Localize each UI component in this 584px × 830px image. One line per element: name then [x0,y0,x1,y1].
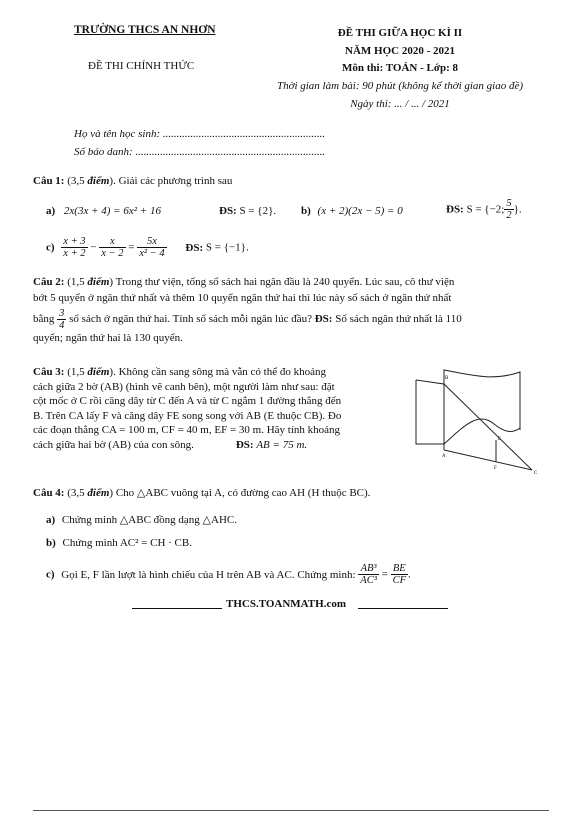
q1-points: điểm [87,175,110,187]
q1-a-answer: ĐS: S = {2}. [219,205,277,217]
q1-b-answer: ĐS: S = {−2; $\frac{5}{2}$ }. [446,198,522,221]
footer-site: THCS.TOANMATH.com [226,598,346,610]
page-bottom-rule [33,810,549,811]
q1-a-equation: 2x(3x + 4) = 6x² + 16 [63,205,161,217]
school-year: NĂM HỌC 2020 - 2021 [345,45,455,57]
segment-cb [444,384,532,470]
student-name-line: Họ và tên học sinh: ........................................................... [74,128,326,140]
footer-rule-right [358,608,448,609]
exam-date: Ngày thi: ... / ... / 2021 [350,98,450,110]
label-c: C [534,471,538,476]
q1-c: c) $\frac{x + 3}{x + 2}$ − $\frac{x}{x - 2}$ = $\frac{5x}{\text{x² − 4}}$ ĐS: S = {−1}. [46,236,249,259]
label-b: B [445,376,449,381]
student-id-line: Số báo danh: ..................................................................... [74,146,326,158]
subject: Môn thi: TOÁN - Lớp: 8 [341,62,458,74]
label-e: E [498,437,502,442]
q4-c: c) Gọi E, F lần lượt là hình chiếu của H trên AB và AC. Chứng minh: $\frac{\text{AB³}}{\text{AC³}}$ = $\frac{BE}{CF}$ . [46,563,411,586]
q1-a: a) 2x(3x + 4) = 6x² + 16 [46,205,161,217]
q3-block: Câu 3: (1,5 điểm). Không cần sang sông mà vẫn có thể đo khoảng cách giữa 2 bờ (AB) (hình vẽ canh bên), một người làm như sau: đặt cột mốc ở C rồi căng dây từ C đến A và từ C ngắm 1 đường thẳng đến B. Trên CA lấy F và căng dây FE song song với AB (E thuộc CB). Đo các đoạn thẳng CA = 100 m, CF = 40 m, EF = 30 m. Hãy tính khoảng cách giữa hai bờ (AB) của con sông. ĐS: AB = 75 m. [33,366,342,451]
label-f: F [494,466,497,471]
exam-header [250,24,550,113]
q2-block: Câu 2: (1,5 điểm) Trong thư viện, tổng số sách hai ngăn đầu là 240 quyển. Lúc sau, cô thư viện bớt 5 quyển ở ngăn thứ nhất và thêm 10 quyển ngăn thứ hai thì lúc này số sách ở ngăn thứ nhất bằng $\frac{3}{4}$ số sách ở ngăn thứ hai. Tính số sách mỗi ngăn lúc đầu? ĐS: Số sách ngăn thứ nhất là 110 quyển; ngăn thứ hai là 130 quyển. [33,276,462,344]
exam-title: ĐỀ THI GIỮA HỌC KÌ II [337,27,463,39]
segment-ca [444,450,532,470]
river-bottom-bank [416,380,520,444]
q1-b: b) (x + 2)(2x − 5) = 0 [301,205,403,217]
footer-rule-left [132,608,222,609]
river-figure [412,366,544,478]
q4-heading: Câu 4: (3,5 điểm) Cho △ABC vuông tại A, có đường cao AH (H thuộc BC). [33,487,371,499]
q1-label: Câu 1: [33,175,65,187]
q1-b-equation: (x + 2)(2x − 5) = 0 [317,205,403,217]
q1-heading: Câu 1: (3,5 điểm). Giải các phương trình sau [33,175,233,187]
school-name: TRƯỜNG THCS AN NHƠN [74,24,216,36]
river-top-bank [416,370,520,428]
official-label: ĐỀ THI CHÍNH THỨC [88,60,195,72]
label-a: A [442,454,446,459]
time-limit: Thời gian làm bài: 90 phút (không kể thời gian giao đề) [276,80,524,92]
q1-text: . Giải các phương trình sau [113,175,233,187]
q4-b: b) Chứng minh AC² = CH · CB. [46,537,192,549]
q4-a: a) Chứng minh △ABC đồng dạng △AHC. [46,514,237,526]
